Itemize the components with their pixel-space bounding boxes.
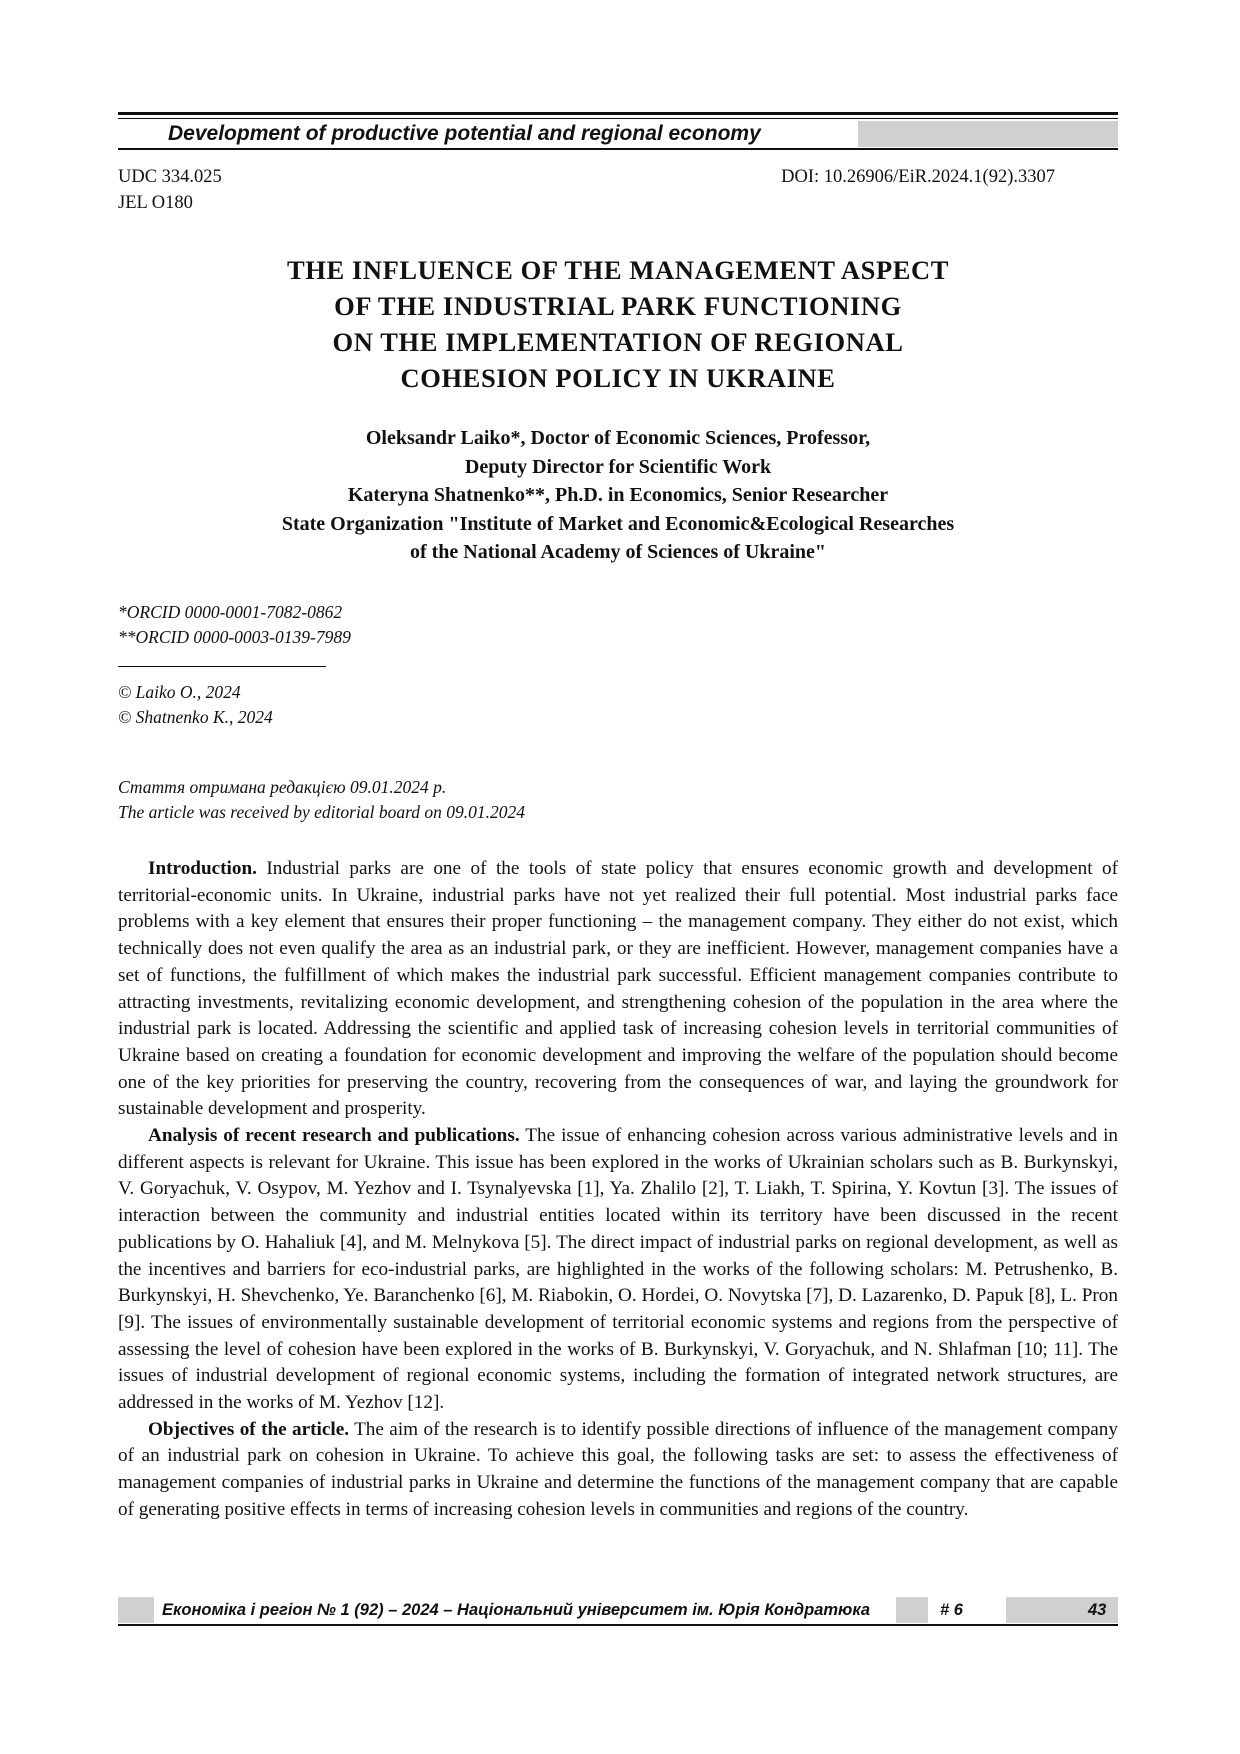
journal-citation: Економіка і регіон № 1 (92) – 2024 – Національний університет ім. Юрія Кондратюка xyxy=(162,1601,871,1619)
header-rule xyxy=(118,112,1118,119)
article-title xyxy=(118,252,1118,396)
running-header xyxy=(118,121,1118,147)
title-line: COHESION POLICY IN UKRAINE xyxy=(400,363,836,393)
page-number: 43 xyxy=(1088,1601,1107,1619)
section-title: Development of productive potential and regional economy xyxy=(168,122,761,145)
copyright-line: © Shatnenko K., 2024 xyxy=(118,707,273,727)
introduction-text: Industrial parks are one of the tools of state policy that ensures economic growth and development of territorial-economic units. In Ukraine, industrial parks have not yet realized their full potential. Most industrial parks face problems with a key element that ensures their proper functioning – the management company. They either do not exist, which technically does not even qualify the area as an industrial park, or they are inefficient. However, management companies have a set of functions, the fulfillment of which makes the industrial park successful. Efficient management companies contribute to attracting investments, revitalizing economic development, and strengthening cohesion of the population in the area where the industrial park is located. Addressing the scientific and applied task of increasing cohesion levels in territorial communities of Ukraine based on creating a foundation for economic development and improving the welfare of the population should become one of the key priorities for preserving the country, recovering from the consequences of war, and laying the groundwork for sustainable development and prosperity. xyxy=(118,858,1118,1120)
received-en: The article was received by editorial board on 09.01.2024 xyxy=(118,802,525,822)
received-date-block xyxy=(118,775,525,825)
received-ua: Стаття отримана редакцією 09.01.2024 р. xyxy=(118,777,447,797)
analysis-text: The issue of enhancing cohesion across various administrative levels and in different aspects is relevant for Ukraine. This issue has been explored in the works of Ukrainian scholars such as B. Burkynskyi, V. Goryachuk, V. Osypov, M. Yezhov and I. Tsynalyevska [1], Ya. Zhalilo [2], T. Liakh, T. Spirina, Y. Kovtun [3]. The issues of interaction between the community and industrial entities located within its territory have been discussed in the recent publications by O. Hahaliuk [4], and M. Melnykova [5]. The direct impact of industrial parks on regional development, as well as the incentives and barriers for eco-industrial parks, are highlighted in the works of the following scholars: M. Petrushenko, B. Burkynskyi, H. Shevchenko, Ye. Baranchenko [6], M. Riabokin, O. Hordei, O. Novytska [7], D. Lazarenko, D. Papuk [8], L. Pron [9]. The issues of environmentally sustainable development of territorial economic systems and regions from the perspective of assessing the level of cohesion have been explored in the works of B. Burkynskyi, V. Goryachuk, and N. Shlafman [10; 11]. The issues of industrial development of regional economic systems, including the formation of integrated network structures, are addressed in the works of M. Yezhov [12]. xyxy=(118,1125,1118,1414)
issue-number: # 6 xyxy=(940,1601,963,1619)
objectives-paragraph xyxy=(118,1417,1118,1524)
jel-code: JEL O180 xyxy=(118,193,193,213)
analysis-paragraph xyxy=(118,1123,1118,1417)
objectives-heading: Objectives of the article. xyxy=(148,1418,350,1440)
classification-codes xyxy=(118,164,222,216)
doi: DOI: 10.26906/EiR.2024.1(92).3307 xyxy=(781,167,1055,187)
author-line: Kateryna Shatnenko**, Ph.D. in Economics, Senior Researcher xyxy=(347,484,889,506)
title-line: THE INFLUENCE OF THE MANAGEMENT ASPECT xyxy=(286,255,950,285)
title-line: ON THE IMPLEMENTATION OF REGIONAL xyxy=(332,327,904,357)
title-line: OF THE INDUSTRIAL PARK FUNCTIONING xyxy=(334,291,902,321)
orcid-line: *ORCID 0000-0001-7082-0862 xyxy=(118,602,343,622)
introduction-heading: Introduction. xyxy=(148,858,257,879)
separator-line xyxy=(118,666,326,667)
analysis-heading: Analysis of recent research and publications. xyxy=(148,1125,520,1147)
orcid-line: **ORCID 0000-0003-0139-7989 xyxy=(118,627,351,647)
orcid-block xyxy=(118,600,351,650)
introduction-paragraph xyxy=(118,856,1118,1123)
footer-shade-left xyxy=(118,1597,154,1623)
running-footer xyxy=(118,1597,1118,1623)
author-line: State Organization "Institute of Market and Economic&Ecological Researches xyxy=(281,512,955,535)
article-body xyxy=(118,856,1118,1524)
author-line: Oleksandr Laiko*, Doctor of Economic Sciences, Professor, xyxy=(365,427,871,449)
header-shade xyxy=(858,121,1118,147)
footer-shade-middle xyxy=(896,1597,928,1623)
copyright-block xyxy=(118,680,273,730)
author-line: of the National Academy of Sciences of Ukraine" xyxy=(409,541,827,563)
author-line: Deputy Director for Scientific Work xyxy=(464,455,772,478)
footer-underline xyxy=(118,1624,1118,1626)
objectives-text: The aim of the research is to identify possible directions of influence of the management company of an industrial park on cohesion in Ukraine. To achieve this goal, the following tasks are set: to assess the effectiveness of management companies of industrial parks in Ukraine and determine the functions of the management company that are capable of generating positive effects in terms of increasing cohesion levels in communities and regions of the country. xyxy=(118,1418,1118,1520)
header-underline xyxy=(118,148,1118,150)
copyright-line: © Laiko O., 2024 xyxy=(118,682,241,702)
author-block xyxy=(118,424,1118,567)
udc-code: UDC 334.025 xyxy=(118,167,222,187)
